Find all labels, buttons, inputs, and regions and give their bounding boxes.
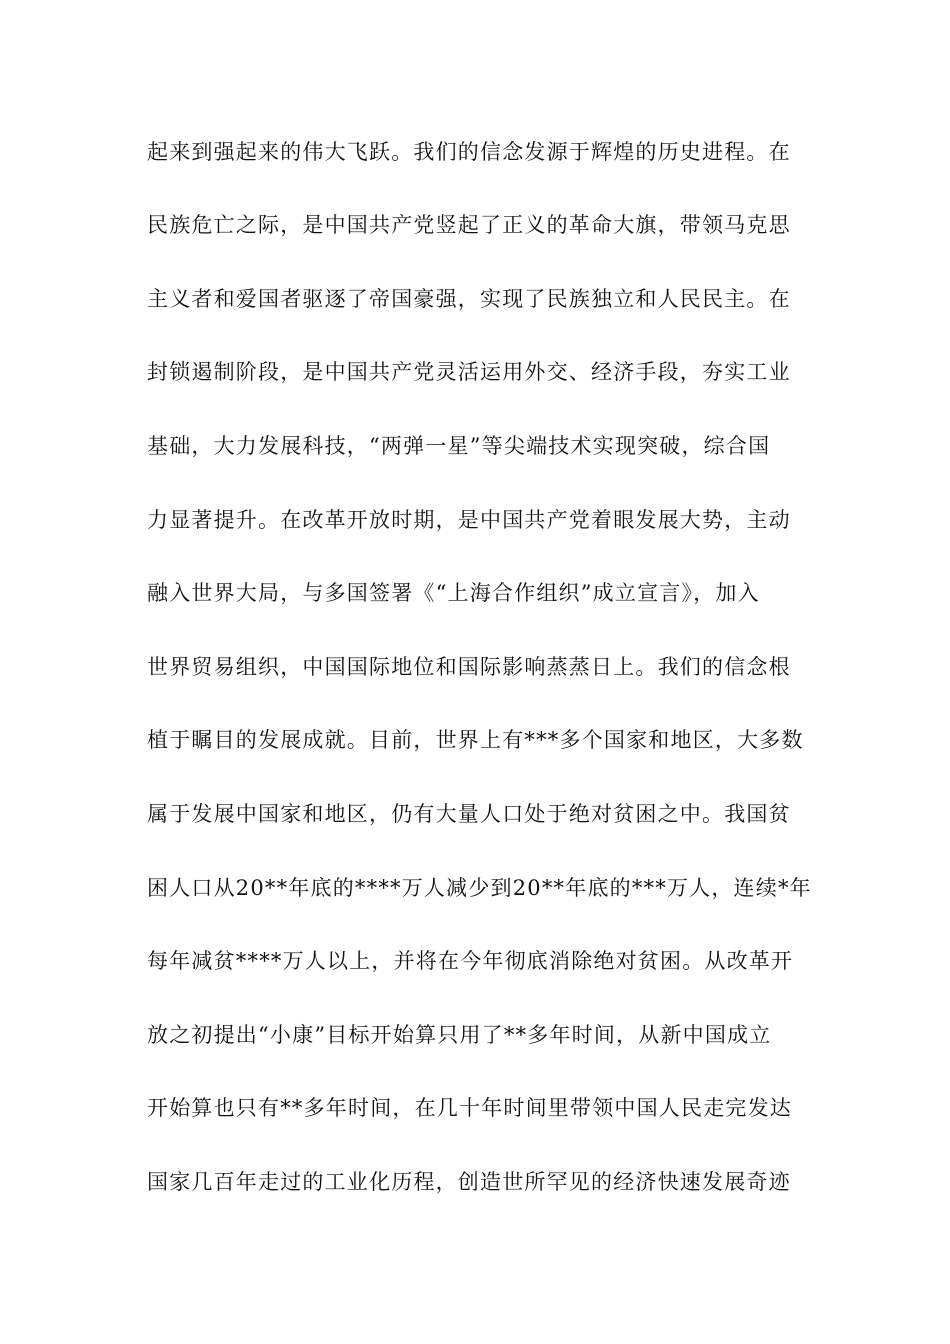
text-line: 世界贸易组织，中国国际地位和国际影响蒸蒸日上。我们的信念根 (147, 655, 791, 679)
text-line: 起来到强起来的伟大飞跃。我们的信念发源于辉煌的历史进程。在 (147, 140, 791, 164)
text-line: 每年减贫****万人以上，并将在今年彻底消除绝对贫困。从改革开 (147, 949, 794, 973)
text-line: 困人口从20**年底的****万人减少到20**年底的***万人，连续*年 (147, 876, 812, 900)
text-line: 融入世界大局，与多国签署《“上海合作组织”成立宣言》，加入 (147, 581, 760, 605)
text-line: 主义者和爱国者驱逐了帝国豪强，实现了民族独立和人民民主。在 (147, 287, 791, 311)
text-line: 民族危亡之际，是中国共产党竖起了正义的革命大旗，带领马克思 (147, 213, 791, 237)
text-line: 植于瞩目的发展成就。目前，世界上有***多个国家和地区，大多数 (147, 728, 804, 752)
text-line: 国家几百年走过的工业化历程，创造世所罕见的经济快速发展奇迹 (147, 1170, 791, 1194)
text-line: 力显著提升。在改革开放时期，是中国共产党着眼发展大势，主动 (147, 508, 791, 532)
text-line: 封锁遏制阶段，是中国共产党灵活运用外交、经济手段，夯实工业 (147, 360, 791, 384)
text-line: 开始算也只有**多年时间，在几十年时间里带领中国人民走完发达 (147, 1096, 792, 1120)
text-line: 放之初提出“小康”目标开始算只用了**多年时间，从新中国成立 (147, 1023, 772, 1047)
text-line: 属于发展中国家和地区，仍有大量人口处于绝对贫困之中。我国贫 (147, 802, 791, 826)
text-line: 基础，大力发展科技，“两弹一星”等尖端技术实现突破，综合国 (147, 434, 771, 458)
